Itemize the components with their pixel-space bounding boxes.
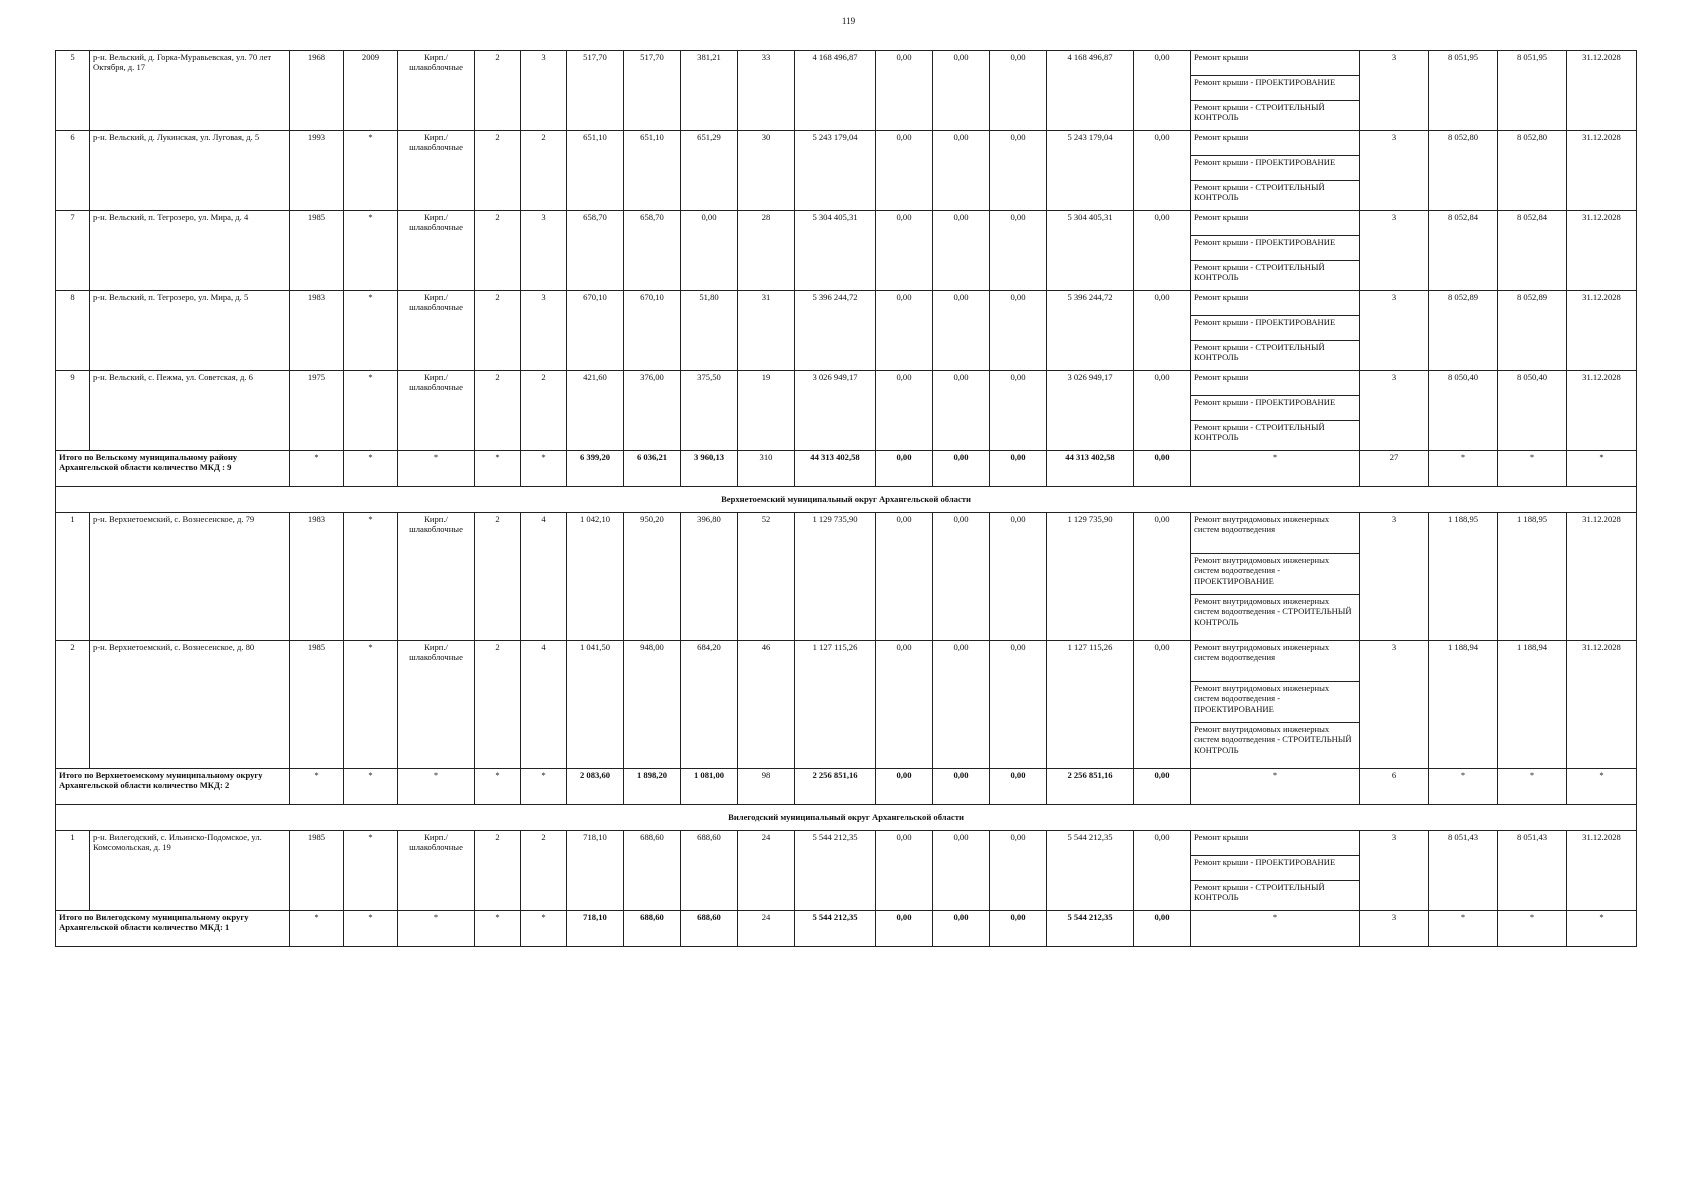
residential-area: 51,80 [681,291,738,371]
year-built: 1983 [290,513,344,641]
unit-cost: 8 052,80 [1429,131,1498,211]
total-cost: 5 304 405,31 [795,211,876,291]
total-fund-share: 0,00 [876,769,933,805]
wall-material: Кирп./ шлакоблочные [398,211,475,291]
total-label: Итого по Вельскому муниципальному району Архангельской области количество МКД : 9 [56,451,290,487]
entrances: 3 [521,211,567,291]
total-area: 658,70 [567,211,624,291]
living-area: 950,20 [624,513,681,641]
work-type-item: Ремонт крыши [1191,371,1359,396]
unit-cost: 8 052,84 [1429,211,1498,291]
living-area: 948,00 [624,641,681,769]
fund-share: 0,00 [876,513,933,641]
floors: 2 [475,291,521,371]
fund-share: 0,00 [876,831,933,911]
regional-share: 0,00 [933,131,990,211]
total-year-built: * [290,451,344,487]
work-count: 3 [1360,371,1429,451]
entrances: 2 [521,831,567,911]
work-type-item: Ремонт крыши - ПРОЕКТИРОВАНИЕ [1191,156,1359,181]
total-floors: * [475,769,521,805]
regional-share: 0,00 [933,51,990,131]
total-floors: * [475,911,521,947]
year-built: 1985 [290,641,344,769]
section-title: Вилегодский муниципальный округ Архангельской области [56,805,1637,831]
work-types [1191,641,1360,769]
max-unit-cost: 8 052,84 [1498,211,1567,291]
living-area: 376,00 [624,371,681,451]
deadline: 31.12.2028 [1567,131,1637,211]
total-year-built: * [290,769,344,805]
unit-cost: 1 188,94 [1429,641,1498,769]
work-type-item: Ремонт внутридомовых инженерных систем водоотведения - СТРОИТЕЛЬНЫЙ КОНТРОЛЬ [1194,724,1352,755]
work-type-item: Ремонт крыши - ПРОЕКТИРОВАНИЕ [1191,316,1359,341]
total-row [56,911,1637,947]
capital-repair-table [55,50,1637,947]
total-municipal-share: 0,00 [990,451,1047,487]
total-work-type: * [1191,451,1360,487]
residents: 33 [738,51,795,131]
municipal-share: 0,00 [990,131,1047,211]
entrances: 2 [521,371,567,451]
fund-share: 0,00 [876,51,933,131]
living-area: 670,10 [624,291,681,371]
max-unit-cost: 8 051,95 [1498,51,1567,131]
work-type-item: Ремонт внутридомовых инженерных систем водоотведения - ПРОЕКТИРОВАНИЕ [1191,682,1359,723]
page-number: 119 [841,16,856,26]
owners-share: 1 129 735,90 [1047,513,1134,641]
other-share: 0,00 [1134,131,1191,211]
work-type-item: Ремонт крыши - ПРОЕКТИРОВАНИЕ [1191,396,1359,421]
total-wall-material: * [398,911,475,947]
address: р-н. Вельский, п. Тегрозеро, ул. Мира, д. 5 [90,291,290,371]
total-fund-share: 0,00 [876,911,933,947]
owners-share: 5 544 212,35 [1047,831,1134,911]
table-row [56,51,1637,131]
total-deadline: * [1567,911,1637,947]
work-type-item: Ремонт крыши - ПРОЕКТИРОВАНИЕ [1191,856,1359,881]
total-municipal-share: 0,00 [990,911,1047,947]
work-types [1191,371,1360,451]
regional-share: 0,00 [933,291,990,371]
municipal-share: 0,00 [990,371,1047,451]
table-row [56,371,1637,451]
living-area: 517,70 [624,51,681,131]
floors: 2 [475,641,521,769]
total-total-area: 6 399,20 [567,451,624,487]
max-unit-cost: 8 051,43 [1498,831,1567,911]
work-type-item: Ремонт крыши [1191,211,1359,236]
table-row [56,831,1637,911]
work-types [1191,291,1360,371]
address: р-н. Вельский, п. Тегрозеро, ул. Мира, д. 4 [90,211,290,291]
total-area: 670,10 [567,291,624,371]
table-row [56,211,1637,291]
total-living-area: 6 036,21 [624,451,681,487]
total-fund-share: 0,00 [876,451,933,487]
work-type-item: Ремонт крыши - СТРОИТЕЛЬНЫЙ КОНТРОЛЬ [1194,102,1325,123]
residents: 31 [738,291,795,371]
deadline: 31.12.2028 [1567,831,1637,911]
work-count: 3 [1360,641,1429,769]
total-label: Итого по Вилегодскому муниципальному округу Архангельской области количество МКД: 1 [56,911,290,947]
owners-share: 5 304 405,31 [1047,211,1134,291]
work-type-item: Ремонт крыши - СТРОИТЕЛЬНЫЙ КОНТРОЛЬ [1194,422,1325,443]
owners-share: 1 127 115,26 [1047,641,1134,769]
wall-material: Кирп./ шлакоблочные [398,131,475,211]
wall-material: Кирп./ шлакоблочные [398,51,475,131]
deadline: 31.12.2028 [1567,641,1637,769]
deadline: 31.12.2028 [1567,371,1637,451]
residents: 19 [738,371,795,451]
total-work-type: * [1191,911,1360,947]
unit-cost: 1 188,95 [1429,513,1498,641]
max-unit-cost: 8 052,80 [1498,131,1567,211]
total-owners-share: 5 544 212,35 [1047,911,1134,947]
total-cost: 5 243 179,04 [795,131,876,211]
owners-share: 5 396 244,72 [1047,291,1134,371]
total-other-share: 0,00 [1134,769,1191,805]
row-number: 1 [56,831,90,911]
work-type-item: Ремонт внутридомовых инженерных систем водоотведения [1191,513,1359,554]
table-row [56,291,1637,371]
wall-material: Кирп./ шлакоблочные [398,513,475,641]
work-type-item: Ремонт крыши - ПРОЕКТИРОВАНИЕ [1191,236,1359,261]
total-residential-area: 688,60 [681,911,738,947]
section-title: Верхнетоемский муниципальный округ Архангельской области [56,487,1637,513]
fund-share: 0,00 [876,641,933,769]
max-unit-cost: 8 052,89 [1498,291,1567,371]
year-reconstructed: * [344,131,398,211]
work-types [1191,51,1360,131]
living-area: 658,70 [624,211,681,291]
residential-area: 396,80 [681,513,738,641]
address: р-н. Вельский, д. Лукинская, ул. Луговая, д. 5 [90,131,290,211]
year-reconstructed: * [344,371,398,451]
total-living-area: 1 898,20 [624,769,681,805]
total-owners-share: 2 256 851,16 [1047,769,1134,805]
regional-share: 0,00 [933,831,990,911]
entrances: 4 [521,641,567,769]
row-number: 5 [56,51,90,131]
work-type-item: Ремонт внутридомовых инженерных систем водоотведения - ПРОЕКТИРОВАНИЕ [1191,554,1359,595]
table-row [56,641,1637,769]
floors: 2 [475,211,521,291]
wall-material: Кирп./ шлакоблочные [398,831,475,911]
residential-area: 381,21 [681,51,738,131]
work-type-item: Ремонт крыши [1191,51,1359,76]
total-total-area: 718,10 [567,911,624,947]
other-share: 0,00 [1134,371,1191,451]
residents: 28 [738,211,795,291]
total-area: 718,10 [567,831,624,911]
work-count: 3 [1360,51,1429,131]
section-header-row [56,487,1637,513]
wall-material: Кирп./ шлакоблочные [398,641,475,769]
total-cost: 1 127 115,26 [795,641,876,769]
work-count: 3 [1360,131,1429,211]
unit-cost: 8 051,95 [1429,51,1498,131]
total-entrances: * [521,769,567,805]
residential-area: 0,00 [681,211,738,291]
wall-material: Кирп./ шлакоблочные [398,291,475,371]
total-unit-cost: * [1429,451,1498,487]
deadline: 31.12.2028 [1567,513,1637,641]
year-built: 1993 [290,131,344,211]
owners-share: 3 026 949,17 [1047,371,1134,451]
municipal-share: 0,00 [990,291,1047,371]
residential-area: 684,20 [681,641,738,769]
total-work-type: * [1191,769,1360,805]
municipal-share: 0,00 [990,831,1047,911]
regional-share: 0,00 [933,641,990,769]
year-built: 1968 [290,51,344,131]
residents: 30 [738,131,795,211]
total-other-share: 0,00 [1134,451,1191,487]
total-year-reconstructed: * [344,911,398,947]
other-share: 0,00 [1134,211,1191,291]
total-cost: 5 544 212,35 [795,831,876,911]
residents: 46 [738,641,795,769]
total-regional-share: 0,00 [933,911,990,947]
unit-cost: 8 052,89 [1429,291,1498,371]
deadline: 31.12.2028 [1567,51,1637,131]
year-reconstructed: * [344,211,398,291]
total-municipal-share: 0,00 [990,769,1047,805]
total-regional-share: 0,00 [933,769,990,805]
work-count: 3 [1360,211,1429,291]
year-reconstructed: 2009 [344,51,398,131]
total-cost: 5 396 244,72 [795,291,876,371]
year-built: 1975 [290,371,344,451]
regional-share: 0,00 [933,371,990,451]
floors: 2 [475,513,521,641]
address: р-н. Вилегодский, с. Ильинско-Подомское, ул. Комсомольская, д. 19 [90,831,290,911]
fund-share: 0,00 [876,291,933,371]
address: р-н. Вельский, д. Горка-Муравьевская, ул. 70 лет Октября, д. 17 [90,51,290,131]
municipal-share: 0,00 [990,513,1047,641]
owners-share: 5 243 179,04 [1047,131,1134,211]
entrances: 3 [521,291,567,371]
work-type-item: Ремонт крыши [1191,831,1359,856]
living-area: 651,10 [624,131,681,211]
total-other-share: 0,00 [1134,911,1191,947]
work-count: 3 [1360,513,1429,641]
year-reconstructed: * [344,513,398,641]
row-number: 7 [56,211,90,291]
total-area: 1 042,10 [567,513,624,641]
floors: 2 [475,51,521,131]
work-type-item: Ремонт крыши - СТРОИТЕЛЬНЫЙ КОНТРОЛЬ [1194,342,1325,363]
total-year-built: * [290,911,344,947]
residents: 52 [738,513,795,641]
total-unit-cost: * [1429,769,1498,805]
row-number: 9 [56,371,90,451]
total-max-unit-cost: * [1498,451,1567,487]
municipal-share: 0,00 [990,641,1047,769]
other-share: 0,00 [1134,291,1191,371]
total-area: 651,10 [567,131,624,211]
work-count: 3 [1360,831,1429,911]
total-max-unit-cost: * [1498,769,1567,805]
max-unit-cost: 8 050,40 [1498,371,1567,451]
total-residents: 98 [738,769,795,805]
total-deadline: * [1567,451,1637,487]
entrances: 2 [521,131,567,211]
total-work-count: 3 [1360,911,1429,947]
year-built: 1985 [290,831,344,911]
work-count: 3 [1360,291,1429,371]
work-type-item: Ремонт крыши - ПРОЕКТИРОВАНИЕ [1191,76,1359,101]
total-row [56,769,1637,805]
total-area: 421,60 [567,371,624,451]
work-type-item: Ремонт крыши [1191,291,1359,316]
residential-area: 651,29 [681,131,738,211]
total-residents: 310 [738,451,795,487]
total-wall-material: * [398,769,475,805]
row-number: 2 [56,641,90,769]
unit-cost: 8 051,43 [1429,831,1498,911]
total-residents: 24 [738,911,795,947]
row-number: 1 [56,513,90,641]
deadline: 31.12.2028 [1567,211,1637,291]
year-built: 1985 [290,211,344,291]
wall-material: Кирп./ шлакоблочные [398,371,475,451]
deadline: 31.12.2028 [1567,291,1637,371]
other-share: 0,00 [1134,831,1191,911]
floors: 2 [475,131,521,211]
work-type-item: Ремонт внутридомовых инженерных систем водоотведения - СТРОИТЕЛЬНЫЙ КОНТРОЛЬ [1194,596,1352,627]
total-floors: * [475,451,521,487]
municipal-share: 0,00 [990,211,1047,291]
work-types [1191,131,1360,211]
section-header-row [56,805,1637,831]
work-type-item: Ремонт внутридомовых инженерных систем водоотведения [1191,641,1359,682]
work-type-item: Ремонт крыши - СТРОИТЕЛЬНЫЙ КОНТРОЛЬ [1194,882,1325,903]
work-type-item: Ремонт крыши - СТРОИТЕЛЬНЫЙ КОНТРОЛЬ [1194,262,1325,283]
total-residential-area: 3 960,13 [681,451,738,487]
address: р-н. Верхнетоемский, с. Вознесенское, д. 80 [90,641,290,769]
year-built: 1983 [290,291,344,371]
total-cost: 1 129 735,90 [795,513,876,641]
residents: 24 [738,831,795,911]
fund-share: 0,00 [876,371,933,451]
work-types [1191,211,1360,291]
total-label: Итого по Верхнетоемскому муниципальному округу Архангельской области количество МКД: 2 [56,769,290,805]
residential-area: 688,60 [681,831,738,911]
work-type-item: Ремонт крыши - СТРОИТЕЛЬНЫЙ КОНТРОЛЬ [1194,182,1325,203]
total-cost: 4 168 496,87 [795,51,876,131]
fund-share: 0,00 [876,131,933,211]
work-types [1191,513,1360,641]
living-area: 688,60 [624,831,681,911]
address: р-н. Верхнетоемский, с. Вознесенское, д. 79 [90,513,290,641]
entrances: 4 [521,513,567,641]
floors: 2 [475,371,521,451]
regional-share: 0,00 [933,513,990,641]
total-entrances: * [521,451,567,487]
total-year-reconstructed: * [344,451,398,487]
row-number: 8 [56,291,90,371]
other-share: 0,00 [1134,513,1191,641]
total-total-cost: 44 313 402,58 [795,451,876,487]
total-entrances: * [521,911,567,947]
regional-share: 0,00 [933,211,990,291]
table-row [56,131,1637,211]
fund-share: 0,00 [876,211,933,291]
total-work-count: 6 [1360,769,1429,805]
total-row [56,451,1637,487]
total-year-reconstructed: * [344,769,398,805]
municipal-share: 0,00 [990,51,1047,131]
address: р-н. Вельский, с. Пежма, ул. Советская, д. 6 [90,371,290,451]
owners-share: 4 168 496,87 [1047,51,1134,131]
total-wall-material: * [398,451,475,487]
max-unit-cost: 1 188,94 [1498,641,1567,769]
total-cost: 3 026 949,17 [795,371,876,451]
total-area: 1 041,50 [567,641,624,769]
total-total-cost: 2 256 851,16 [795,769,876,805]
entrances: 3 [521,51,567,131]
total-regional-share: 0,00 [933,451,990,487]
max-unit-cost: 1 188,95 [1498,513,1567,641]
total-owners-share: 44 313 402,58 [1047,451,1134,487]
total-deadline: * [1567,769,1637,805]
work-type-item: Ремонт крыши [1191,131,1359,156]
total-total-area: 2 083,60 [567,769,624,805]
total-area: 517,70 [567,51,624,131]
total-work-count: 27 [1360,451,1429,487]
year-reconstructed: * [344,291,398,371]
row-number: 6 [56,131,90,211]
other-share: 0,00 [1134,51,1191,131]
year-reconstructed: * [344,641,398,769]
work-types [1191,831,1360,911]
table-row [56,513,1637,641]
total-living-area: 688,60 [624,911,681,947]
residential-area: 375,50 [681,371,738,451]
total-unit-cost: * [1429,911,1498,947]
total-residential-area: 1 081,00 [681,769,738,805]
total-max-unit-cost: * [1498,911,1567,947]
year-reconstructed: * [344,831,398,911]
other-share: 0,00 [1134,641,1191,769]
total-total-cost: 5 544 212,35 [795,911,876,947]
floors: 2 [475,831,521,911]
unit-cost: 8 050,40 [1429,371,1498,451]
